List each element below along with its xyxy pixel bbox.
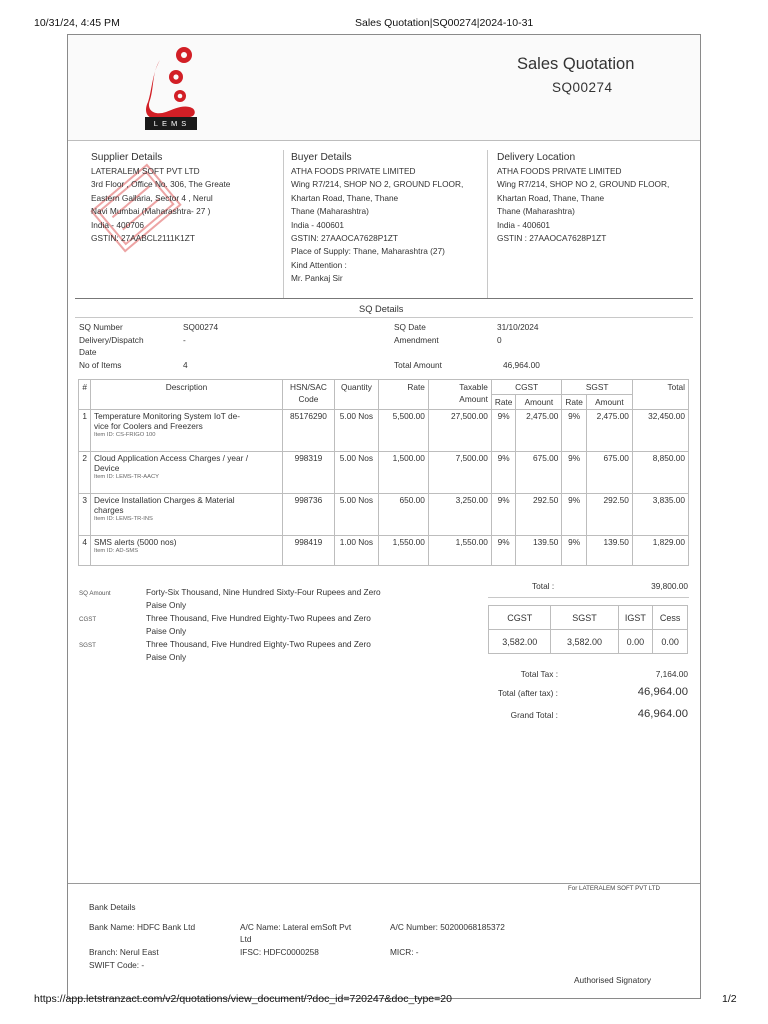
col-sgst-rate: Rate	[562, 395, 587, 410]
row-rate: 5,500.00	[378, 410, 428, 452]
row-description	[90, 536, 282, 566]
supplier-line: GSTIN: 27AABCL2111K1ZT	[91, 233, 195, 244]
row-sgst-rate: 9%	[562, 494, 587, 536]
row-sgst-rate: 9%	[562, 536, 587, 566]
supplier-line: 3rd Floor , Office No. 306, The Greate	[91, 179, 231, 190]
tax-value-cess: 0.00	[653, 630, 688, 654]
col-cgst: CGST	[491, 380, 562, 395]
row-rate: 1,550.00	[378, 536, 428, 566]
buyer-line: Place of Supply: Thane, Maharashtra (27)	[291, 246, 445, 257]
buyer-line: Thane (Maharashtra)	[291, 206, 369, 217]
item-id: Item ID: AD-SMS	[93, 548, 139, 554]
col-hsn	[282, 380, 334, 410]
desc-line: SMS alerts (5000 nos)	[93, 537, 177, 547]
authorised-signatory: Authorised Signatory	[574, 975, 652, 985]
words-sq-label: SQ Amount	[79, 590, 111, 597]
delivery-line: GSTIN : 27AAOCA7628P1ZT	[497, 233, 607, 244]
divider	[283, 150, 284, 298]
row-rate: 650.00	[378, 494, 428, 536]
footer-divider	[68, 883, 700, 884]
tax-header-igst: IGST	[618, 606, 653, 630]
item-id: Item ID: CS-FRIGO 100	[93, 432, 156, 438]
words-cgst-label: CGST	[79, 616, 97, 623]
words-sgst-label: SGST	[79, 642, 96, 649]
amendment-value: 0	[497, 335, 502, 345]
row-cgst-amount: 139.50	[516, 536, 562, 566]
tax-header-cess: Cess	[653, 606, 688, 630]
sq-details-heading: SQ Details	[359, 304, 404, 314]
delivery-date-label-2: Date	[79, 347, 97, 357]
row-hsn: 998736	[282, 494, 334, 536]
sq-number-value: SQ00274	[183, 322, 219, 332]
supplier-heading: Supplier Details	[91, 152, 163, 163]
col-quantity: Quantity	[334, 380, 378, 410]
row-qty: 5.00 Nos	[334, 452, 378, 494]
ac-number: A/C Number: 50200068185372	[390, 922, 505, 932]
total-amount-value: 46,964.00	[503, 360, 540, 370]
row-sgst-amount: 139.50	[586, 536, 632, 566]
delivery-date-label: Delivery/Dispatch	[79, 335, 144, 345]
col-cgst-amount: Amount	[516, 395, 562, 410]
for-company: For LATERALEM SOFT PVT LTD	[568, 885, 661, 892]
col-rate: Rate	[378, 380, 428, 410]
row-sgst-rate: 9%	[562, 410, 587, 452]
words-line: Three Thousand, Five Hundred Eighty-Two Rupees and Zero	[146, 613, 371, 623]
sq-date-label: SQ Date	[394, 322, 426, 332]
subtotal-label: Total :	[532, 581, 555, 591]
row-cgst-rate: 9%	[491, 536, 516, 566]
row-cgst-rate: 9%	[491, 452, 516, 494]
buyer-heading: Buyer Details	[291, 152, 352, 163]
words-line: Paise Only	[146, 626, 187, 637]
totals-divider	[488, 597, 689, 598]
row-description	[90, 410, 282, 452]
row-index: 1	[79, 410, 91, 452]
print-url: https://app.letstranzact.com/v2/quotations/view_document/?doc_id=720247&doc_type=20	[34, 993, 452, 1005]
bank-heading: Bank Details	[89, 902, 136, 912]
row-total: 3,835.00	[632, 494, 688, 536]
col-taxable-2: Amount	[459, 394, 488, 404]
supplier-line: India - 400706	[91, 219, 145, 230]
micr: MICR: -	[390, 947, 419, 957]
subtotal-value: 39,800.00	[651, 581, 688, 591]
table-row	[79, 494, 689, 536]
branch: Branch: Nerul East	[89, 947, 159, 957]
items-count-value: 4	[183, 360, 188, 370]
buyer-line: Khartan Road, Thane, Thane	[291, 192, 399, 203]
words-sq-amount	[146, 586, 426, 613]
table-row	[79, 536, 689, 566]
row-sgst-amount: 2,475.00	[586, 410, 632, 452]
delivery-line: Khartan Road, Thane, Thane	[497, 192, 605, 203]
row-total: 1,829.00	[632, 536, 688, 566]
col-taxable-1: Taxable	[459, 382, 488, 392]
delivery-details	[497, 152, 697, 245]
tax-header-row	[489, 606, 688, 630]
tax-header-cgst: CGST	[489, 606, 551, 630]
section-divider	[75, 298, 693, 299]
words-sgst-amount	[146, 638, 426, 665]
amendment-label: Amendment	[394, 335, 439, 345]
words-line: Paise Only	[146, 600, 187, 611]
col-hsn-1: HSN/SAC	[289, 382, 327, 392]
row-hsn: 85176290	[282, 410, 334, 452]
row-cgst-rate: 9%	[491, 410, 516, 452]
delivery-heading: Delivery Location	[497, 152, 576, 163]
supplier-line: Navi Mumbai (Maharashtra- 27 )	[91, 206, 211, 217]
row-qty: 5.00 Nos	[334, 410, 378, 452]
row-rate: 1,500.00	[378, 452, 428, 494]
supplier-details	[91, 152, 281, 245]
delivery-date-value: -	[183, 335, 186, 345]
col-taxable	[428, 380, 491, 410]
desc-line: vice for Coolers and Freezers	[93, 421, 203, 431]
col-total: Total	[632, 380, 688, 410]
desc-line: Device	[93, 463, 120, 473]
desc-line: Cloud Application Access Charges / year /	[93, 453, 249, 463]
row-cgst-rate: 9%	[491, 494, 516, 536]
ac-name-2: Ltd	[240, 934, 252, 944]
after-tax-value: 46,964.00	[637, 686, 688, 698]
col-cgst-rate: Rate	[491, 395, 516, 410]
items-count-label: No of Items	[79, 360, 122, 370]
item-id: Item ID: LEMS-TR-INS	[93, 516, 153, 522]
buyer-line: Kind Attention :	[291, 259, 347, 270]
ifsc: IFSC: HDFC0000258	[240, 947, 319, 957]
tax-value-cgst: 3,582.00	[489, 630, 551, 654]
delivery-line: Wing R7/214, SHOP NO 2, GROUND FLOOR,	[497, 179, 670, 190]
row-hsn: 998419	[282, 536, 334, 566]
document-number: SQ00274	[552, 80, 613, 95]
table-header-row	[79, 380, 689, 395]
tax-header-sgst: SGST	[551, 606, 618, 630]
row-qty: 1.00 Nos	[334, 536, 378, 566]
supplier-line: Eastern Gallaria, Sector 4 , Nerul	[91, 192, 213, 203]
row-qty: 5.00 Nos	[334, 494, 378, 536]
desc-line: Temperature Monitoring System IoT de-	[93, 411, 241, 421]
table-row	[79, 410, 689, 452]
items-table	[78, 379, 689, 566]
divider	[487, 150, 488, 298]
buyer-line: Wing R7/214, SHOP NO 2, GROUND FLOOR,	[291, 179, 464, 190]
supplier-line: LATERALEM SOFT PVT LTD	[91, 166, 200, 176]
ac-name: A/C Name: Lateral emSoft Pvt	[240, 922, 352, 932]
row-cgst-amount: 292.50	[516, 494, 562, 536]
row-index: 2	[79, 452, 91, 494]
row-total: 8,850.00	[632, 452, 688, 494]
document-title: Sales Quotation	[517, 55, 635, 73]
tax-value-igst: 0.00	[618, 630, 653, 654]
total-tax-label: Total Tax :	[520, 669, 558, 679]
swift-code: SWIFT Code: -	[89, 960, 145, 970]
row-cgst-amount: 2,475.00	[516, 410, 562, 452]
grand-total-label: Grand Total :	[510, 710, 558, 720]
logo-text: LEMS	[153, 119, 191, 128]
buyer-details	[291, 152, 485, 286]
row-description	[90, 494, 282, 536]
buyer-line: ATHA FOODS PRIVATE LIMITED	[291, 166, 416, 176]
words-cgst-amount	[146, 612, 426, 639]
words-line: Paise Only	[146, 652, 187, 663]
sq-number-label: SQ Number	[79, 322, 123, 332]
tax-value-sgst: 3,582.00	[551, 630, 618, 654]
delivery-line: Thane (Maharashtra)	[497, 206, 575, 217]
col-sgst-amount: Amount	[586, 395, 632, 410]
row-hsn: 998319	[282, 452, 334, 494]
row-cgst-amount: 675.00	[516, 452, 562, 494]
row-sgst-amount: 292.50	[586, 494, 632, 536]
tax-summary-table	[488, 605, 688, 654]
table-row	[79, 452, 689, 494]
col-description: Description	[90, 380, 282, 410]
row-taxable: 3,250.00	[428, 494, 491, 536]
row-index: 4	[79, 536, 91, 566]
delivery-line: ATHA FOODS PRIVATE LIMITED	[497, 166, 622, 176]
print-page-title: Sales Quotation|SQ00274|2024-10-31	[355, 17, 534, 29]
total-tax-value: 7,164.00	[655, 669, 688, 679]
total-amount-label: Total Amount	[394, 360, 442, 370]
row-total: 32,450.00	[632, 410, 688, 452]
desc-line: Device Installation Charges & Material	[93, 495, 235, 505]
row-taxable: 1,550.00	[428, 536, 491, 566]
tax-value-row	[489, 630, 688, 654]
sq-divider	[75, 317, 693, 318]
desc-line: charges	[93, 505, 124, 515]
row-taxable: 7,500.00	[428, 452, 491, 494]
row-sgst-rate: 9%	[562, 452, 587, 494]
col-hsn-2: Code	[298, 394, 319, 404]
delivery-line: India - 400601	[497, 219, 551, 230]
row-index: 3	[79, 494, 91, 536]
buyer-line: GSTIN: 27AAOCA7628P1ZT	[291, 233, 398, 244]
bank-name: Bank Name: HDFC Bank Ltd	[89, 922, 196, 932]
buyer-line: India - 400601	[291, 219, 345, 230]
after-tax-label: Total (after tax) :	[498, 688, 558, 698]
print-page-count: 1/2	[722, 993, 737, 1005]
row-sgst-amount: 675.00	[586, 452, 632, 494]
words-line: Three Thousand, Five Hundred Eighty-Two Rupees and Zero	[146, 639, 371, 649]
row-taxable: 27,500.00	[428, 410, 491, 452]
buyer-line: Mr. Pankaj Sir	[291, 273, 343, 284]
words-line: Forty-Six Thousand, Nine Hundred Sixty-Four Rupees and Zero	[146, 587, 381, 597]
row-description	[90, 452, 282, 494]
grand-total-value: 46,964.00	[637, 708, 688, 720]
sq-date-value: 31/10/2024	[497, 322, 539, 332]
item-id: Item ID: LEMS-TR-AACY	[93, 474, 160, 480]
col-sgst: SGST	[562, 380, 633, 395]
col-index: #	[79, 380, 91, 410]
print-datetime: 10/31/24, 4:45 PM	[34, 17, 120, 29]
